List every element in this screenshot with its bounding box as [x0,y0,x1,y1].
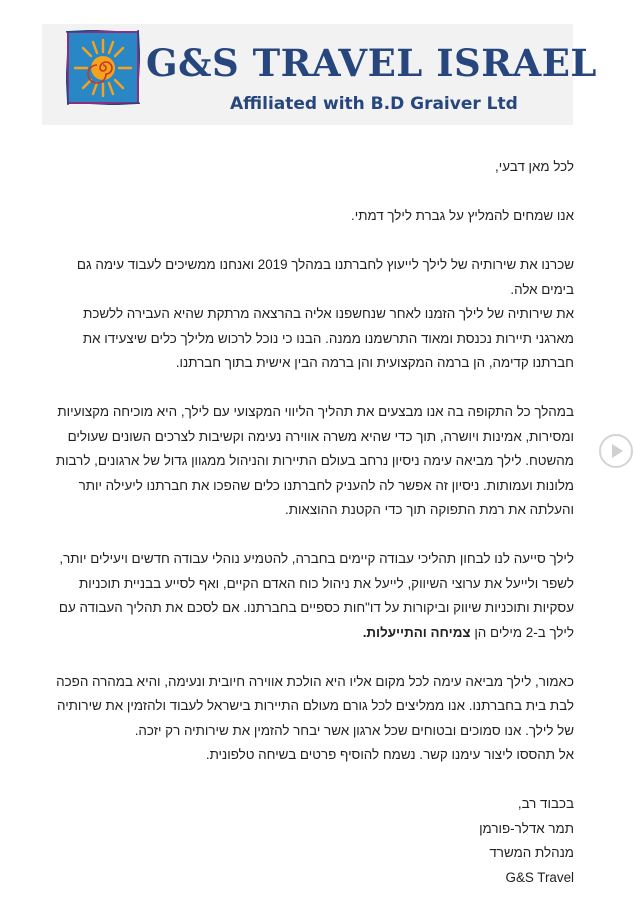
signer-title: מנהלת המשרד [489,845,574,860]
text-line: והעלתה את רמת התפוקה תוך כדי הקטנת ההוצאות. [284,502,574,517]
text-line: של לילך. אנו סמוכים ובטוחים שכל ארגון אשר יבחר להזמין את שירותיה רק יזכה. [134,722,574,738]
logo-subtitle: Affiliated with B.D Graiver Ltd [230,94,518,114]
text-line: לשפר ולייעל את ערוצי השיווק, לייעל את ניהול כוח האדם הקיים, ואף לסייע בבניית תוכניות [79,575,574,591]
text-line: מהשטח. לילך מביאה עימה ניסיון נרחב בעולם התיירות והניהול ממגוון גדול של ארגונים, לרבות [55,453,574,468]
text-line: מארגני תיירות נכנסת ומאוד התרשמנו ממנה. הבנו כי נוכל לרכוש מלילך כלים שיצעידו את [82,330,574,346]
text-line: אל תהססו ליצור עימנו קשר. נשמח להוסיף פרטים בשיחה טלפונית. [205,747,574,762]
text-line [40,621,574,646]
letter-paragraph-1 [40,253,574,376]
text-line: חברתנו קדימה, הן ברמה המקצועית והן ברמה הבין אישית בתוך חברתנו. [175,355,574,370]
text-line: שכרנו את שירותיה של לילך לייעוץ לחברתנו במהלך 2019 ואנחנו ממשיכים לעבוד עימה גם [76,257,574,272]
text-line-prefix: לילך ב-2 מילים הן [470,624,574,640]
signer-name: תמר אדלר-פורמן [479,820,574,836]
letter-greeting: לכל מאן דבעי, [495,159,574,174]
company-name: G&S Travel [505,869,574,885]
text-line: עסקיות ותוכניות שיווק וביקורות על דו"חות כספיים בחברתנו. אם לסכם את תהליך העבודה עם [58,600,574,615]
text-line: בימים אלה. [510,281,574,297]
letter-paragraph-4 [40,670,574,768]
logo-title: G&S TRAVEL ISRAEL [146,41,597,85]
sun-logo-icon [66,30,140,105]
recommendation-letter [40,155,574,890]
text-line: לבת בית בחברתנו. אנו ממליצים לכל גורם מעולם התיירות בישראל לעבוד ולהזמין את שירותיה [56,698,574,713]
text-line: ומסירות, אמינות ויושרה, תוך כדי שהיא משרה אווירה נעימה וקשיבות לצרכים השונים שעולים [67,428,574,444]
letter-signature [40,792,574,890]
play-circle-icon[interactable] [598,433,634,469]
text-line: את שירותיה של לילך הזמנו לאחר שנחשפנו אליה בהרצאה מרתקת שהיא העבירה ללשכת [83,306,574,321]
letter-paragraph-2 [40,400,574,523]
letter-intro: אנו שמחים להמליץ על גברת לילך דמתי. [351,208,574,223]
text-line: במהלך כל התקופה בה אנו מבצעים את תהליך הליווי המקצועי עם לילך, היא מוכיחה מקצועיות [57,404,574,419]
company-logo-banner [42,24,597,125]
letter-closing: בכבוד רב, [517,796,574,811]
letter-paragraph-3 [40,547,574,645]
text-line: כאמור, לילך מביאה עימה לכל מקום אליו היא הולכת אווירה חיובית ונעימה, והיא במהרה הפכה [56,673,574,689]
bold-emphasis: צמיחה והתייעלות. [362,624,471,640]
text-line: לילך סייעה לנו לבחון תהליכי עבודה קיימים בחברה, להטמיע נוהלי עבודה חדשים ויעילים יותר, [59,551,574,566]
text-line: מלונות ועמותות. ניסיון זה אפשר לה להעניק לחברתנו כלים שהפכו את חברתנו ליעילה יותר [78,477,574,493]
